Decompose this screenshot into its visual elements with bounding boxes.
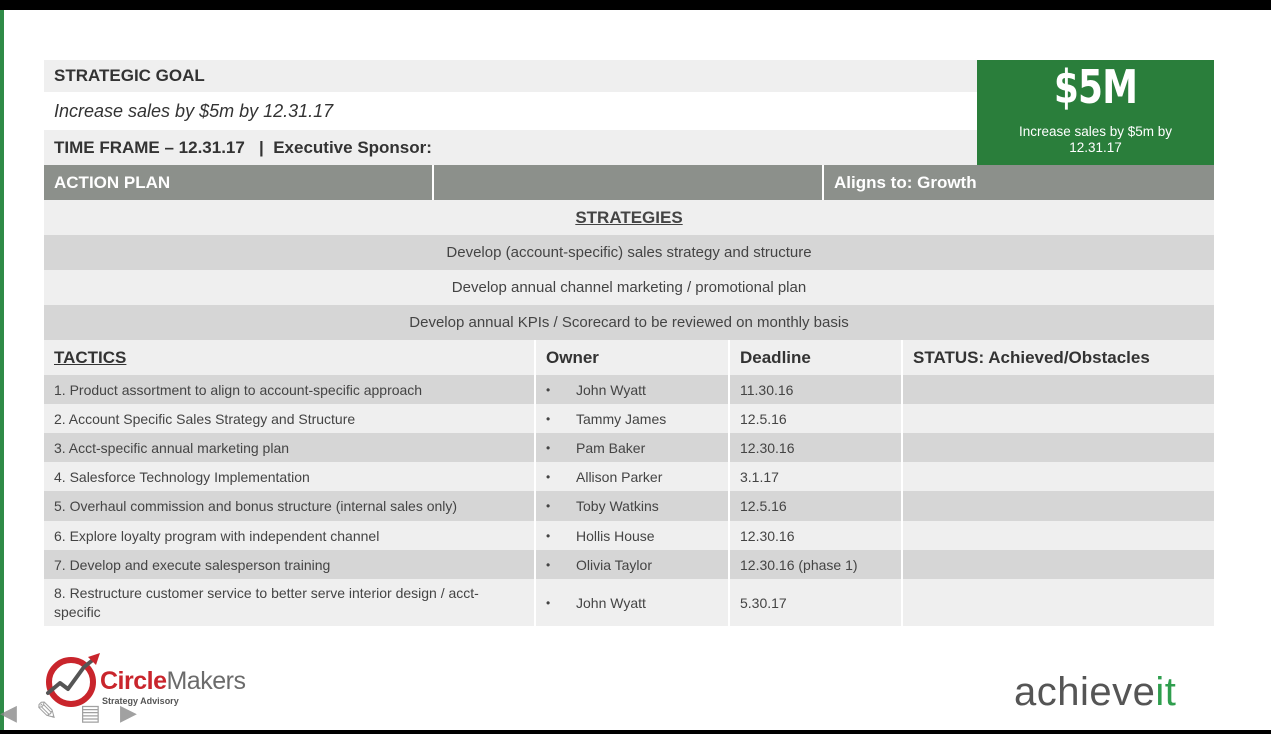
owner-cell	[536, 433, 730, 462]
tactics-header-row	[44, 340, 1214, 375]
logo-subtitle: Strategy Advisory	[102, 696, 179, 706]
owner-header: Owner	[536, 340, 730, 375]
aligns-to-label: Aligns to: Growth	[824, 165, 1214, 200]
owner-name: John Wyatt	[576, 381, 646, 398]
owner-name: Hollis House	[576, 527, 655, 544]
tactics-header	[44, 340, 536, 375]
achieveit-logo	[1014, 670, 1176, 715]
owner-cell	[536, 550, 730, 579]
status-cell	[903, 375, 1214, 404]
table-row	[44, 521, 1214, 550]
action-plan-label: ACTION PLAN	[44, 165, 434, 200]
deadline-cell: 5.30.17	[730, 579, 903, 626]
owner-cell	[536, 375, 730, 404]
circlemakers-wordmark	[100, 667, 245, 696]
kpi-caption: Increase sales by $5m by 12.31.17	[1018, 124, 1173, 155]
bullet: •	[546, 557, 551, 572]
deadline-cell: 12.5.16	[730, 404, 903, 433]
strategy-item: Develop annual KPIs / Scorecard to be reviewed on monthly basis	[44, 305, 1214, 340]
tactic-cell: 5. Overhaul commission and bonus structure (internal sales only)	[44, 491, 536, 521]
owner-name: Pam Baker	[576, 439, 646, 456]
left-accent-bar	[0, 10, 4, 730]
logo-it-text: it	[1155, 670, 1177, 714]
logo-makers-text: Makers	[166, 667, 246, 695]
table-row	[44, 433, 1214, 462]
tactic-cell: 1. Product assortment to align to account-specific approach	[44, 375, 536, 404]
status-cell	[903, 550, 1214, 579]
bullet: •	[546, 469, 551, 484]
status-cell	[903, 521, 1214, 550]
deadline-cell: 12.30.16	[730, 433, 903, 462]
pen-tool-icon[interactable]: ✎	[36, 696, 58, 726]
kpi-box	[977, 60, 1214, 165]
tactic-cell: 7. Develop and execute salesperson training	[44, 550, 536, 579]
bullet: •	[546, 595, 551, 610]
owner-name: Toby Watkins	[576, 498, 659, 514]
goal-text: Increase sales by $5m by 12.31.17	[44, 92, 977, 130]
strategies-header: STRATEGIES	[575, 207, 683, 227]
kpi-value: $5M	[1053, 60, 1138, 114]
strategy-item: Develop annual channel marketing / promotional plan	[44, 270, 1214, 305]
table-row	[44, 375, 1214, 404]
strategies-header-row	[44, 200, 1214, 235]
slide	[0, 10, 1271, 730]
bullet: •	[546, 499, 551, 513]
bullet: •	[546, 411, 551, 426]
tactic-cell: 8. Restructure customer service to better serve interior design / acct-specific	[44, 579, 536, 626]
bullet: •	[546, 382, 551, 397]
status-cell	[903, 491, 1214, 521]
timeframe-sponsor: TIME FRAME – 12.31.17 | Executive Sponsor:	[44, 130, 977, 165]
deadline-cell: 12.30.16 (phase 1)	[730, 550, 903, 579]
status-cell	[903, 404, 1214, 433]
deadline-cell: 12.5.16	[730, 491, 903, 521]
status-cell	[903, 579, 1214, 626]
owner-name: John Wyatt	[576, 594, 646, 611]
owner-cell	[536, 521, 730, 550]
action-plan-bar	[44, 165, 1214, 200]
next-slide-arrow-icon[interactable]: ▶	[120, 700, 137, 725]
owner-name: Olivia Taylor	[576, 556, 652, 573]
action-plan-middle	[434, 165, 824, 200]
bullet: •	[546, 528, 551, 543]
status-cell	[903, 462, 1214, 491]
owner-cell	[536, 579, 730, 626]
deadline-cell: 12.30.16	[730, 521, 903, 550]
logo-circle-text: Circle	[100, 667, 167, 695]
prev-slide-arrow-icon[interactable]: ◀	[0, 700, 17, 725]
tactic-cell: 3. Acct-specific annual marketing plan	[44, 433, 536, 462]
tactic-cell: 4. Salesforce Technology Implementation	[44, 462, 536, 491]
owner-name: Tammy James	[576, 410, 667, 427]
tactics-header-label: TACTICS	[54, 347, 127, 367]
status-cell	[903, 433, 1214, 462]
goal-title: STRATEGIC GOAL	[44, 60, 977, 92]
strategy-item: Develop (account-specific) sales strategy and structure	[44, 235, 1214, 270]
table-row	[44, 462, 1214, 491]
tactic-cell: 6. Explore loyalty program with independent channel	[44, 521, 536, 550]
tactic-cell: 2. Account Specific Sales Strategy and Structure	[44, 404, 536, 433]
bottom-frame-bar	[0, 730, 1271, 734]
deadline-cell: 11.30.16	[730, 375, 903, 404]
table-row	[44, 491, 1214, 521]
owner-cell	[536, 462, 730, 491]
deadline-header: Deadline	[730, 340, 903, 375]
owner-cell	[536, 404, 730, 433]
table-row	[44, 550, 1214, 579]
table-row	[44, 404, 1214, 433]
owner-cell	[536, 491, 730, 521]
status-header: STATUS: Achieved/Obstacles	[913, 347, 1150, 367]
owner-name: Allison Parker	[576, 468, 663, 485]
table-row	[44, 579, 1214, 626]
logo-achieve-text: achieve	[1014, 670, 1156, 714]
menu-icon[interactable]: ▤	[80, 700, 101, 725]
deadline-cell: 3.1.17	[730, 462, 903, 491]
bullet: •	[546, 440, 551, 455]
